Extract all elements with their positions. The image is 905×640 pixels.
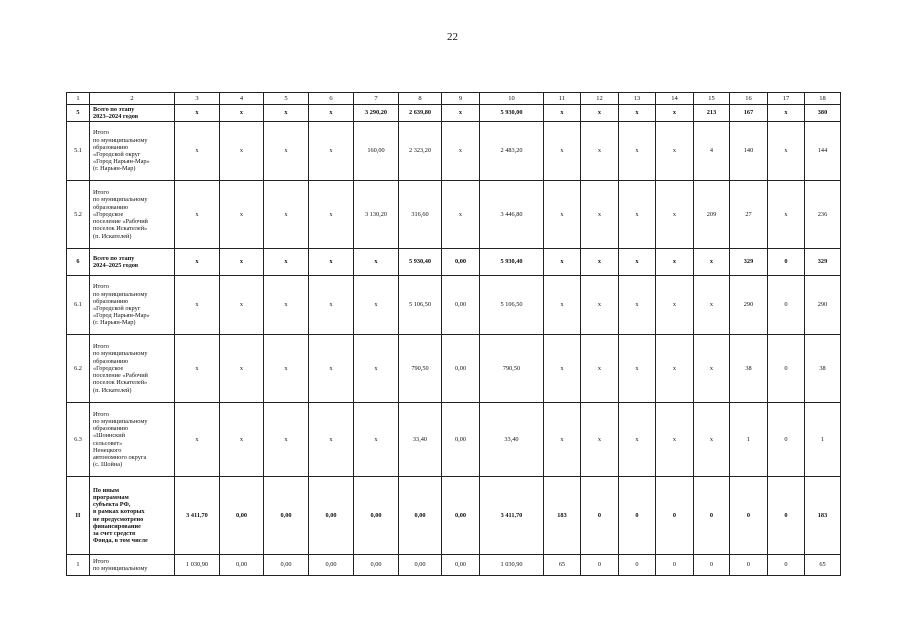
row-name-cell: Итого по муниципальному образованию «Городское поселение «Рабочий поселок Искателей» (п. Искателей)	[90, 181, 175, 249]
table-cell: х	[694, 403, 730, 477]
table-cell: х	[309, 105, 354, 122]
table-cell: х	[619, 181, 656, 249]
table-cell: 27	[730, 181, 768, 249]
table-cell: 790,50	[480, 335, 544, 403]
table-cell: х	[264, 276, 309, 335]
table-row	[67, 335, 841, 403]
table-cell: 65	[544, 555, 581, 576]
table-cell: 5 930,40	[480, 249, 544, 276]
column-number-cell: 12	[581, 93, 619, 105]
column-number-cell: 15	[694, 93, 730, 105]
table-cell: 790,50	[399, 335, 442, 403]
row-number-cell: 6.3	[67, 403, 90, 477]
table-cell: х	[656, 403, 694, 477]
table-cell: х	[220, 335, 264, 403]
table-cell: х	[768, 105, 805, 122]
table-cell: 0	[768, 335, 805, 403]
table-cell: х	[220, 403, 264, 477]
row-name-cell: По иным программам субъекта РФ, в рамках которых не предусмотрено финансирование за счет средств Фонда, в том числе	[90, 477, 175, 555]
table-row	[67, 403, 841, 477]
table-cell: х	[220, 122, 264, 181]
table-cell: х	[309, 122, 354, 181]
table-cell: 5 930,40	[399, 249, 442, 276]
table-cell: х	[768, 181, 805, 249]
page-number: 22	[447, 31, 458, 43]
table-cell: 0,00	[399, 555, 442, 576]
table-cell: 140	[730, 122, 768, 181]
table-cell: 1	[730, 403, 768, 477]
table-cell: 3 446,80	[480, 181, 544, 249]
table-cell: 3 290,20	[354, 105, 399, 122]
table-cell: 160,00	[354, 122, 399, 181]
column-number-cell: 16	[730, 93, 768, 105]
column-number-cell: 7	[354, 93, 399, 105]
table-cell: 4	[694, 122, 730, 181]
table-cell: 290	[805, 276, 841, 335]
table-cell: 5 930,00	[480, 105, 544, 122]
table-cell: х	[175, 335, 220, 403]
row-name-cell: Итого по муниципальному образованию «Городской округ «Город Нарьян-Мар» (г. Нарьян-Мар)	[90, 276, 175, 335]
column-number-row	[67, 93, 841, 105]
row-name-cell: Итого по муниципальному	[90, 555, 175, 576]
column-number-cell: 17	[768, 93, 805, 105]
table-cell: х	[656, 105, 694, 122]
table-cell: х	[656, 276, 694, 335]
row-name-cell: Итого по муниципальному образованию «Городское поселение «Рабочий поселок Искателей» (п. Искателей)	[90, 335, 175, 403]
table-cell: 0,00	[309, 555, 354, 576]
table-cell: 183	[544, 477, 581, 555]
table-cell: х	[656, 249, 694, 276]
table-cell: 0	[656, 477, 694, 555]
table-cell: 5 106,50	[399, 276, 442, 335]
table-cell: х	[768, 122, 805, 181]
table-row	[67, 122, 841, 181]
table-cell: 33,40	[480, 403, 544, 477]
table-cell: х	[581, 105, 619, 122]
table-row	[67, 105, 841, 122]
table-cell: 0,00	[442, 477, 480, 555]
column-number-cell: 4	[220, 93, 264, 105]
table-cell: х	[656, 181, 694, 249]
table-cell: 0,00	[354, 477, 399, 555]
table-cell: 3 130,20	[354, 181, 399, 249]
table-cell: х	[544, 105, 581, 122]
table-cell: х	[264, 105, 309, 122]
table-cell: 213	[694, 105, 730, 122]
table-cell: 1 030,90	[175, 555, 220, 576]
table-row	[67, 555, 841, 576]
column-number-cell: 6	[309, 93, 354, 105]
table-row	[67, 249, 841, 276]
table-cell: 0,00	[220, 477, 264, 555]
table-cell: 0,00	[442, 403, 480, 477]
table-cell: 0	[768, 477, 805, 555]
table-cell: 380	[805, 105, 841, 122]
table-cell: х	[619, 249, 656, 276]
table-cell: 0	[768, 403, 805, 477]
table-cell: х	[694, 276, 730, 335]
table-cell: х	[581, 249, 619, 276]
table-cell: х	[544, 181, 581, 249]
table-cell: 0,00	[442, 555, 480, 576]
row-number-cell: 5.2	[67, 181, 90, 249]
row-number-cell: 5	[67, 105, 90, 122]
table-cell: х	[175, 105, 220, 122]
column-number-cell: 10	[480, 93, 544, 105]
table-cell: х	[581, 335, 619, 403]
row-name-cell: Итого по муниципальному образованию «Шоинский сельсовет» Ненецкого автономного округа (с. Шойна)	[90, 403, 175, 477]
table-cell: 38	[730, 335, 768, 403]
resettlement-table	[66, 92, 841, 576]
table-cell: 0,00	[264, 477, 309, 555]
table-cell: х	[175, 122, 220, 181]
column-number-cell: 8	[399, 93, 442, 105]
table-cell: 2 639,80	[399, 105, 442, 122]
table-cell: 236	[805, 181, 841, 249]
table-cell: 183	[805, 477, 841, 555]
table-cell: х	[264, 181, 309, 249]
table-cell: 0	[619, 477, 656, 555]
table-cell: х	[264, 335, 309, 403]
table-cell: 0,00	[264, 555, 309, 576]
table-cell: 0,00	[309, 477, 354, 555]
table-cell: 329	[730, 249, 768, 276]
table-cell: х	[354, 335, 399, 403]
table-cell: х	[581, 276, 619, 335]
table-cell: х	[220, 181, 264, 249]
column-number-cell: 2	[90, 93, 175, 105]
table-cell: 0	[768, 249, 805, 276]
table-cell: х	[581, 181, 619, 249]
table-cell: 3 411,70	[480, 477, 544, 555]
table-cell: х	[544, 249, 581, 276]
table-cell: х	[544, 335, 581, 403]
column-number-cell: 18	[805, 93, 841, 105]
row-number-cell: 6	[67, 249, 90, 276]
table-cell: х	[264, 403, 309, 477]
table-row	[67, 276, 841, 335]
table-cell: х	[544, 122, 581, 181]
table-cell: х	[442, 122, 480, 181]
table-cell: 0	[768, 555, 805, 576]
table-cell: 0	[581, 477, 619, 555]
table-cell: 1 030,90	[480, 555, 544, 576]
table-cell: 33,40	[399, 403, 442, 477]
table-cell: х	[220, 276, 264, 335]
table-cell: х	[656, 122, 694, 181]
column-number-cell: 5	[264, 93, 309, 105]
table-cell: х	[619, 335, 656, 403]
table-cell: х	[309, 335, 354, 403]
table-cell: 329	[805, 249, 841, 276]
table-cell: 0	[619, 555, 656, 576]
table-cell: 0	[694, 555, 730, 576]
table-cell: 0,00	[399, 477, 442, 555]
table-cell: х	[619, 105, 656, 122]
table-cell: х	[175, 181, 220, 249]
table-cell: х	[581, 122, 619, 181]
table-cell: 1	[805, 403, 841, 477]
table-cell: 5 106,50	[480, 276, 544, 335]
table-cell: х	[442, 105, 480, 122]
table-cell: 0,00	[354, 555, 399, 576]
table-cell: 209	[694, 181, 730, 249]
column-number-cell: 14	[656, 93, 694, 105]
column-number-cell: 13	[619, 93, 656, 105]
table-cell: 0,00	[442, 335, 480, 403]
row-name-cell: Итого по муниципальному образованию «Городской округ «Город Нарьян-Мар» (г. Нарьян-Мар)	[90, 122, 175, 181]
table-cell: х	[309, 181, 354, 249]
table-cell: х	[309, 249, 354, 276]
table-cell: 0,00	[220, 555, 264, 576]
table-cell: 0	[581, 555, 619, 576]
table-cell: 0	[694, 477, 730, 555]
table-cell: 0,00	[442, 249, 480, 276]
row-number-cell: 6.1	[67, 276, 90, 335]
table-cell: 2 483,20	[480, 122, 544, 181]
table-cell: 0	[656, 555, 694, 576]
table-cell: 65	[805, 555, 841, 576]
table-cell: 290	[730, 276, 768, 335]
table-cell: 3 411,70	[175, 477, 220, 555]
table-cell: х	[354, 403, 399, 477]
row-number-cell: 1	[67, 555, 90, 576]
table-cell: 316,60	[399, 181, 442, 249]
column-number-cell: 11	[544, 93, 581, 105]
table-cell: х	[220, 105, 264, 122]
table-cell: х	[354, 276, 399, 335]
table-cell: 38	[805, 335, 841, 403]
table-cell: х	[619, 276, 656, 335]
table-cell: х	[442, 181, 480, 249]
table-cell: х	[309, 276, 354, 335]
table-cell: х	[581, 403, 619, 477]
table-cell: 0	[730, 477, 768, 555]
table-cell: 0	[768, 276, 805, 335]
table-cell: х	[264, 249, 309, 276]
table-cell: 2 323,20	[399, 122, 442, 181]
table-cell: х	[175, 276, 220, 335]
table-cell: х	[354, 249, 399, 276]
table-cell: х	[619, 403, 656, 477]
row-name-cell: Всего по этапу 2023–2024 годов	[90, 105, 175, 122]
column-number-cell: 3	[175, 93, 220, 105]
table-cell: х	[694, 335, 730, 403]
table-cell: 0	[730, 555, 768, 576]
table-cell: х	[694, 249, 730, 276]
table-row	[67, 181, 841, 249]
table-cell: х	[309, 403, 354, 477]
table-cell: х	[619, 122, 656, 181]
table-cell: х	[220, 249, 264, 276]
row-name-cell: Всего по этапу 2024–2025 годов	[90, 249, 175, 276]
row-number-cell: 6.2	[67, 335, 90, 403]
table-cell: х	[264, 122, 309, 181]
table-row	[67, 477, 841, 555]
table-cell: х	[656, 335, 694, 403]
table-cell: 144	[805, 122, 841, 181]
table-cell: х	[175, 403, 220, 477]
table-cell: х	[175, 249, 220, 276]
table-cell: 167	[730, 105, 768, 122]
table-cell: 0,00	[442, 276, 480, 335]
table-cell: х	[544, 276, 581, 335]
column-number-cell: 9	[442, 93, 480, 105]
row-number-cell: 5.1	[67, 122, 90, 181]
column-number-cell: 1	[67, 93, 90, 105]
row-number-cell: II	[67, 477, 90, 555]
table-cell: х	[544, 403, 581, 477]
